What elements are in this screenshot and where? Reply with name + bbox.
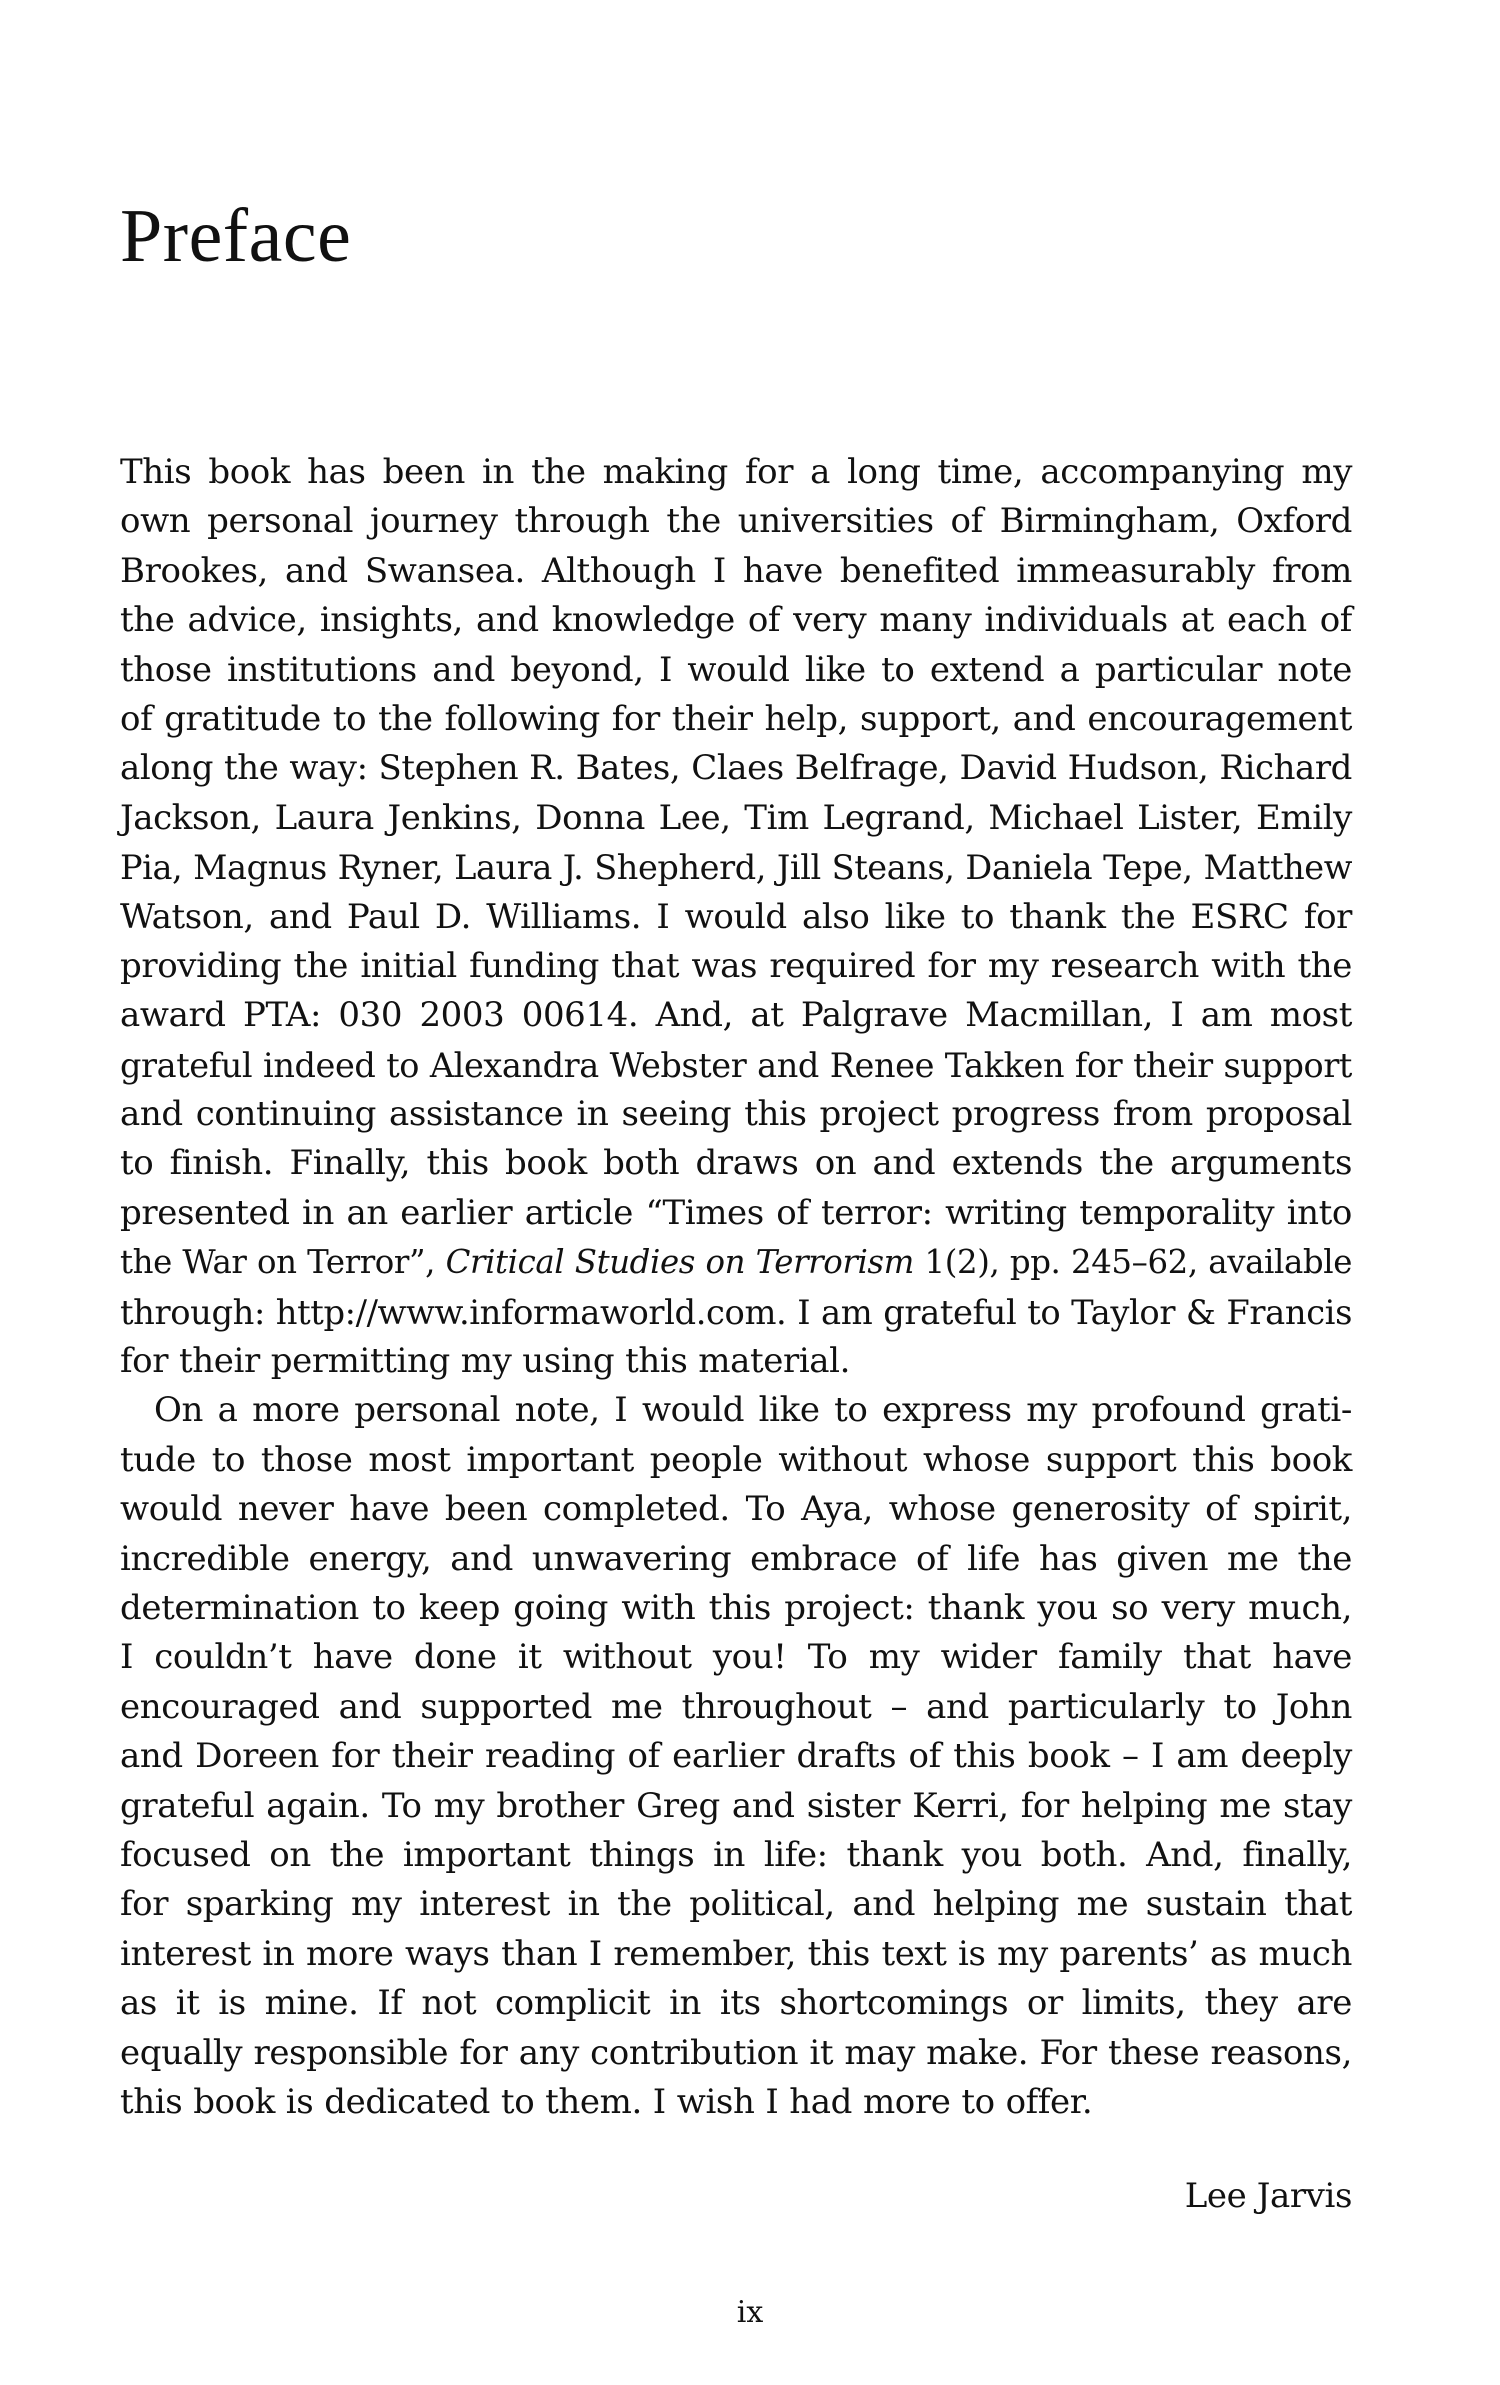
text-line: of gratitude to the following for their help, support, and encouragement bbox=[120, 698, 1352, 739]
text-line: grateful again. To my brother Greg and sister Kerri, for helping me stay bbox=[120, 1785, 1352, 1826]
text-line: On a more personal note, I would like to express my profound grati- bbox=[154, 1390, 1352, 1431]
author-signature: Lee Jarvis bbox=[1184, 2176, 1352, 2216]
text-line: along the way: Stephen R. Bates, Claes Belfrage, David Hudson, Richard bbox=[120, 749, 1352, 789]
text-line: and continuing assistance in seeing this project progress from proposal bbox=[120, 1094, 1352, 1135]
text-line: presented in an earlier article “Times of terror: writing temporality into bbox=[120, 1192, 1352, 1233]
text-line: interest in more ways than I remember, this text is my parents’ as much bbox=[120, 1933, 1352, 1974]
text-line: those institutions and beyond, I would like to extend a particular note bbox=[120, 649, 1352, 690]
citation-text-after: 1(2), pp. 245–62, available bbox=[914, 1243, 1352, 1282]
text-line: providing the initial funding that was required for my research with the bbox=[120, 945, 1352, 986]
text-line: tude to those most important people without whose support this book bbox=[120, 1439, 1352, 1480]
text-line: own personal journey through the universities of Birmingham, Oxford bbox=[120, 501, 1352, 542]
paragraph-1 bbox=[120, 448, 1352, 1386]
page-number: ix bbox=[736, 2295, 764, 2330]
text-line: to finish. Finally, this book both draws on and extends the arguments bbox=[120, 1143, 1352, 1184]
text-line: Pia, Magnus Ryner, Laura J. Shepherd, Jill Steans, Daniela Tepe, Matthew bbox=[120, 848, 1352, 888]
text-line: determination to keep going with this project: thank you so very much, bbox=[120, 1587, 1352, 1628]
paragraph-2 bbox=[120, 1386, 1352, 2127]
text-line: I couldn’t have done it without you! To my wider family that have bbox=[120, 1637, 1352, 1678]
text-line: as it is mine. If not complicit in its shortcomings or limits, they are bbox=[120, 1983, 1352, 2024]
text-line: and Doreen for their reading of earlier drafts of this book – I am deeply bbox=[120, 1736, 1352, 1777]
text-line: focused on the important things in life: thank you both. And, finally, bbox=[120, 1834, 1352, 1875]
text-line: Brookes, and Swansea. Although I have benefited immeasurably from bbox=[120, 550, 1352, 591]
text-line: equally responsible for any contribution it may make. For these reasons, bbox=[120, 2032, 1352, 2073]
journal-title: Critical Studies on Terrorism bbox=[445, 1243, 914, 1282]
citation-text-before: the War on Terror”, bbox=[120, 1243, 446, 1282]
text-line: for sparking my interest in the political, and helping me sustain that bbox=[120, 1884, 1352, 1925]
text-line: award PTA: 030 2003 00614. And, at Palgrave Macmillan, I am most bbox=[120, 995, 1352, 1036]
text-line: this book is dedicated to them. I wish I had more to offer. bbox=[120, 2081, 1093, 2122]
text-line: for their permitting my using this material. bbox=[120, 1341, 851, 1382]
text-line: Jackson, Laura Jenkins, Donna Lee, Tim Legrand, Michael Lister, Emily bbox=[120, 797, 1352, 838]
text-line: encouraged and supported me throughout – and particularly to John bbox=[120, 1686, 1352, 1727]
text-line: This book has been in the making for a long time, accompanying my bbox=[120, 452, 1352, 492]
citation-line bbox=[120, 1238, 1352, 1287]
text-line: incredible energy, and unwavering embrace of life has given me the bbox=[120, 1538, 1352, 1579]
preface-body bbox=[120, 448, 1352, 2127]
text-line: Watson, and Paul D. Williams. I would also like to thank the ESRC for bbox=[120, 896, 1352, 937]
page-title: Preface bbox=[120, 194, 352, 278]
text-line: would never have been completed. To Aya, whose generosity of spirit, bbox=[120, 1489, 1352, 1530]
text-line: the advice, insights, and knowledge of very many individuals at each of bbox=[120, 600, 1352, 641]
text-line: through: http://www.informaworld.com. I am grateful to Taylor & Francis bbox=[120, 1292, 1352, 1332]
text-line: grateful indeed to Alexandra Webster and Renee Takken for their support bbox=[120, 1045, 1352, 1085]
